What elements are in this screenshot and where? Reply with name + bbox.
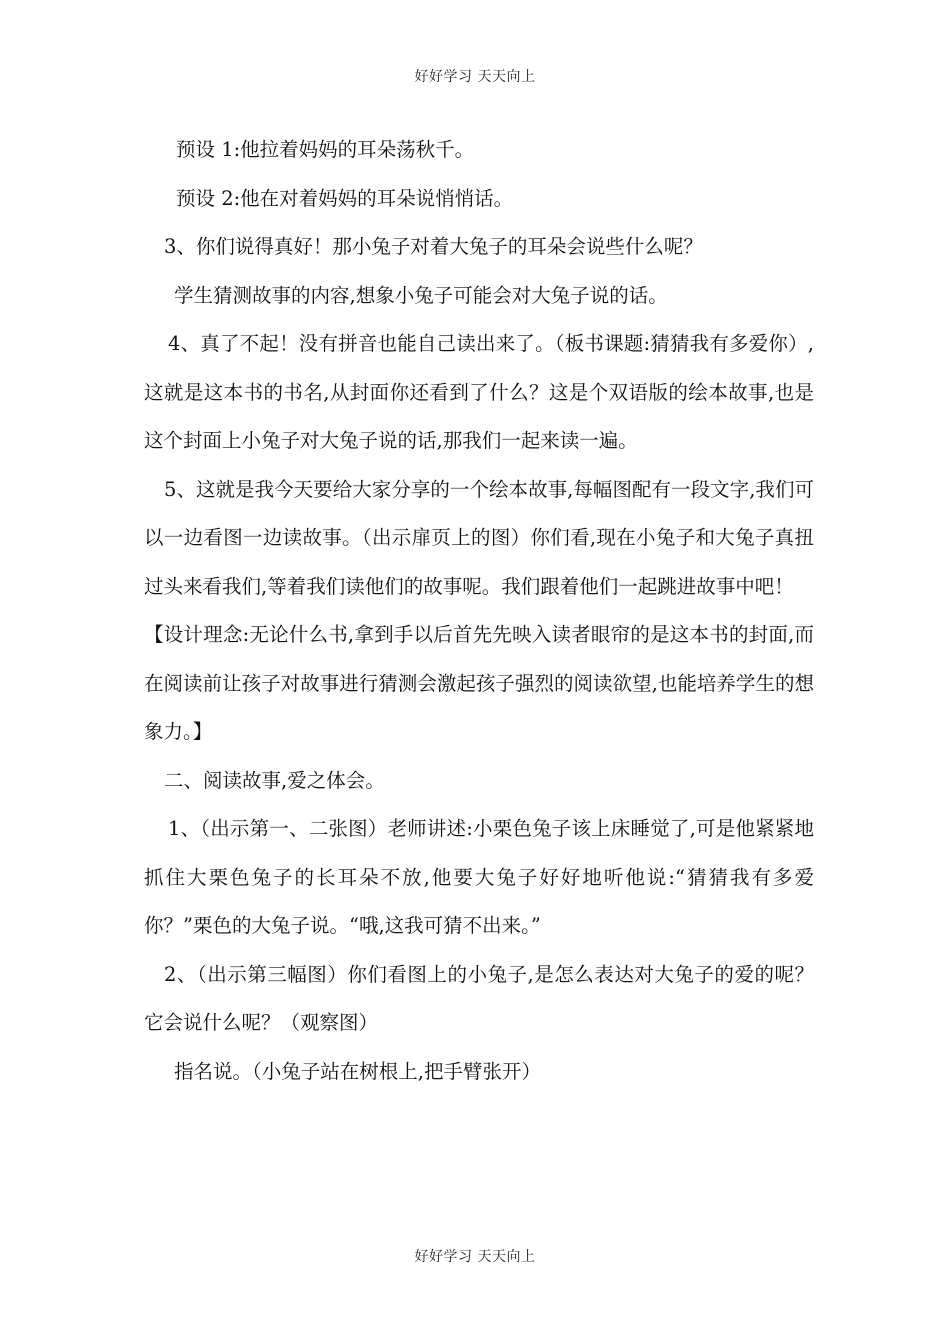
paragraph-step-3: 3、你们说得真好！那小兔子对着大兔子的耳朵会说些什么呢？ xyxy=(164,235,703,258)
paragraph-preset-2: 预设 2:他在对着妈妈的耳朵说悄悄话。 xyxy=(176,186,514,210)
document-body xyxy=(144,126,814,1096)
paragraph-design-concept: 【设计理念:无论什么书,拿到手以后首先先映入读者眼帘的是这本书的封面,而在阅读前让孩子对故事进行猜测会激起孩子强烈的阅读欲望,也能培养学生的想象力。】 xyxy=(144,623,814,743)
paragraph-student-guess: 学生猜测故事的内容,想象小兔子可能会对大兔子说的话。 xyxy=(174,283,668,307)
paragraph-reading-1: 1、（出示第一、二张图）老师讲述:小栗色兔子该上床睡觉了,可是他紧紧地抓住大栗色兔子的长耳朵不放,他要大兔子好好地听他说:“猜猜我有多爱你？”栗色的大兔子说。“哦,这我可猜不出来。” xyxy=(144,817,814,937)
page-header: 好好学习 天天向上 xyxy=(414,69,536,85)
paragraph-step-4: 4、真了不起！没有拼音也能自己读出来了。（板书课题:猜猜我有多爱你）,这就是这本书的书名,从封面你还看到了什么？这是个双语版的绘本故事,也是这个封面上小兔子对大兔子说的话,那我们一起来读一遍。 xyxy=(144,332,814,452)
paragraph-step-5: 5、这就是我今天要给大家分享的一个绘本故事,每幅图配有一段文字,我们可以一边看图一边读故事。（出示扉页上的图）你们看,现在小兔子和大兔子真扭过头来看我们,等着我们读他们的故事呢。我们跟着他们一起跳进故事中吧！ xyxy=(144,477,814,598)
page-footer: 好好学习 天天向上 xyxy=(414,1249,536,1265)
paragraph-reading-2: 2、（出示第三幅图）你们看图上的小兔子,是怎么表达对大兔子的爱的呢？它会说什么呢？（观察图） xyxy=(144,962,814,1034)
paragraph-preset-1: 预设 1:他拉着妈妈的耳朵荡秋千。 xyxy=(176,138,475,161)
section-heading-reading: 二、阅读故事,爱之体会。 xyxy=(164,768,385,792)
paragraph-name-say: 指名说。（小兔子站在树根上,把手臂张开） xyxy=(174,1059,541,1083)
